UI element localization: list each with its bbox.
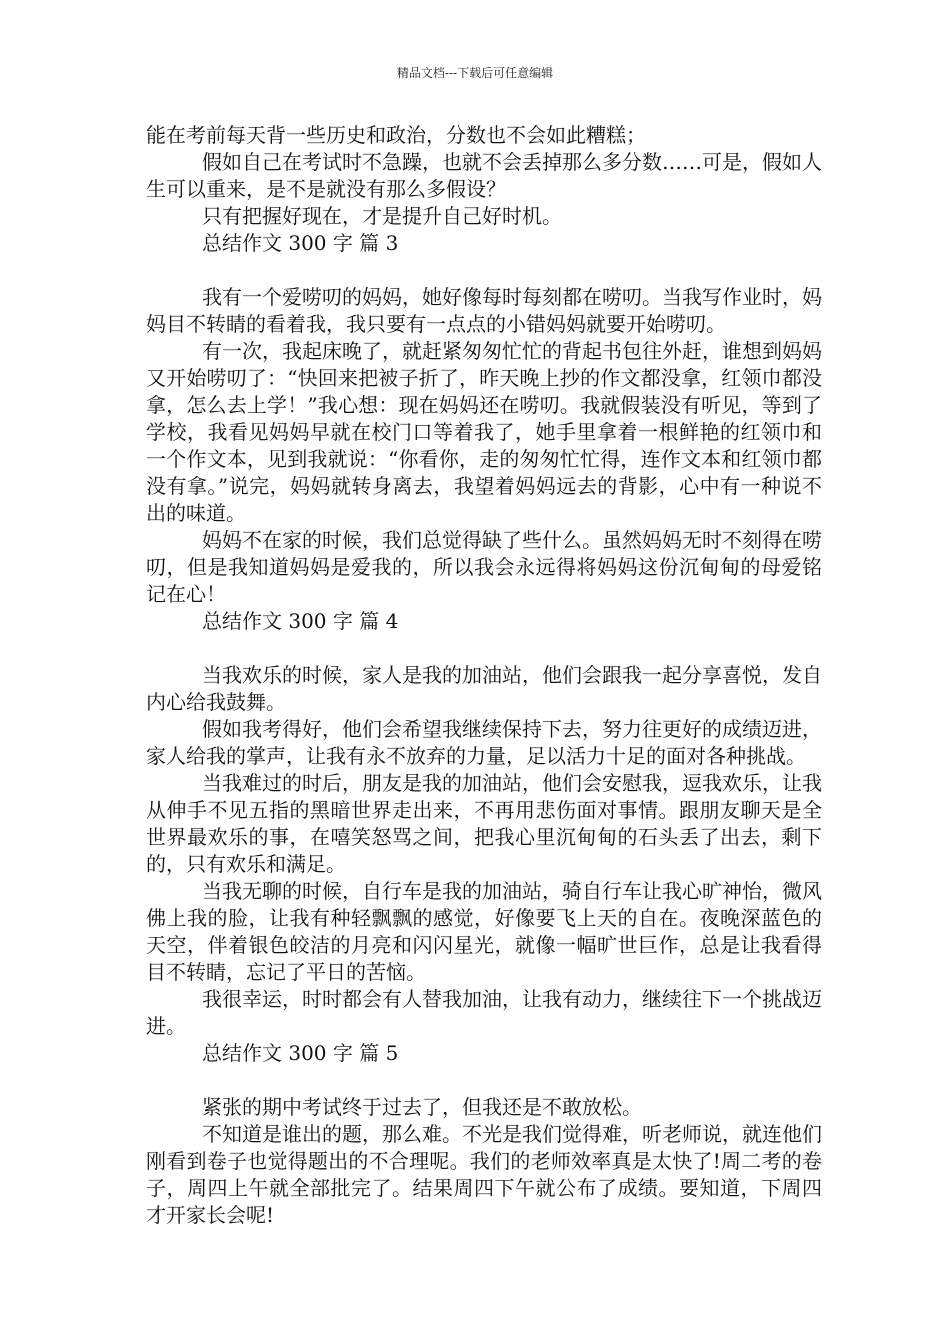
section-5-title: 总结作文 300 字 篇 5 (202, 1041, 399, 1065)
section-4-title: 总结作文 300 字 篇 4 (202, 609, 399, 633)
document-body (146, 122, 822, 1229)
section-4-paragraph-4: 当我无聊的时候，自行车是我的加油站，骑自行车让我心旷神怡，微风佛上我的脸，让我有种轻飘飘的感觉，好像要飞上天的自在。夜晚深蓝色的天空，伴着银色皎洁的月亮和闪闪星光，就像一幅旷世巨作，总是让我看得目不转睛，忘记了平日的苦恼。 (146, 879, 822, 984)
intro-paragraph-1: 能在考前每天背一些历史和政治，分数也不会如此糟糕； (146, 123, 646, 147)
section-4-paragraph-5: 我很幸运，时时都会有人替我加油，让我有动力，继续往下一个挑战迈进。 (146, 987, 822, 1038)
section-3-paragraph-3: 妈妈不在家的时候，我们总觉得缺了些什么。虽然妈妈无时不刻得在唠叨，但是我知道妈妈是爱我的，所以我会永远得将妈妈这份沉甸甸的母爱铭记在心！ (146, 528, 822, 606)
section-gap (146, 257, 822, 284)
section-4-paragraph-1: 当我欢乐的时候，家人是我的加油站，他们会跟我一起分享喜悦，发自内心给我鼓舞。 (146, 663, 822, 714)
section-3-paragraph-1: 我有一个爱唠叨的妈妈，她好像每时每刻都在唠叨。当我写作业时，妈妈目不转睛的看着我，我只要有一点点的小错妈妈就要开始唠叨。 (146, 285, 822, 336)
intro-paragraph-2: 假如自己在考试时不急躁，也就不会丢掉那么多分数……可是，假如人生可以重来，是不是就没有那么多假设？ (146, 150, 822, 201)
intro-paragraph-3: 只有把握好现在，才是提升自己好时机。 (202, 204, 562, 228)
section-5-paragraph-1: 紧张的期中考试终于过去了，但我还是不敢放松。 (202, 1095, 642, 1119)
section-5-paragraph-2: 不知道是谁出的题，那么难。不光是我们觉得难，听老师说，就连他们刚看到卷子也觉得题出的不合理呢。我们的老师效率真是太快了!周二考的卷子，周四上午就全部批完了。结果周四下午就公布了成绩。要知道，下周四才开家长会呢! (146, 1122, 822, 1227)
section-gap (146, 635, 822, 662)
section-3-paragraph-2: 有一次，我起床晚了，就赶紧匆匆忙忙的背起书包往外赶，谁想到妈妈又开始唠叨了：“快回来把被子折了，昨天晚上抄的作文都没拿，红领巾都没拿，怎么去上学！”我心想：现在妈妈还在唠叨。我就假装没有听见，等到了学校，我看见妈妈早就在校门口等着我了，她手里拿着一根鲜艳的红领巾和一个作文本，见到我就说：“你看你，走的匆匆忙忙得，连作文本和红领巾都没有拿。”说完，妈妈就转身离去，我望着妈妈远去的背影，心中有一种说不出的味道。 (146, 339, 822, 525)
section-4-paragraph-2: 假如我考得好，他们会希望我继续保持下去，努力往更好的成绩迈进，家人给我的掌声，让我有永不放弃的力量，足以活力十足的面对各种挑战。 (146, 717, 822, 768)
section-4-paragraph-3: 当我难过的时后，朋友是我的加油站，他们会安慰我，逗我欢乐，让我从伸手不见五指的黑暗世界走出来，不再用悲伤面对事情。跟朋友聊天是全世界最欢乐的事，在嘻笑怒骂之间，把我心里沉甸甸的石头丢了出去，剩下的，只有欢乐和满足。 (146, 771, 822, 876)
section-3-title: 总结作文 300 字 篇 3 (202, 231, 399, 255)
section-gap (146, 1067, 822, 1094)
page-header: 精品文档---下载后可任意编辑 (396, 66, 554, 80)
